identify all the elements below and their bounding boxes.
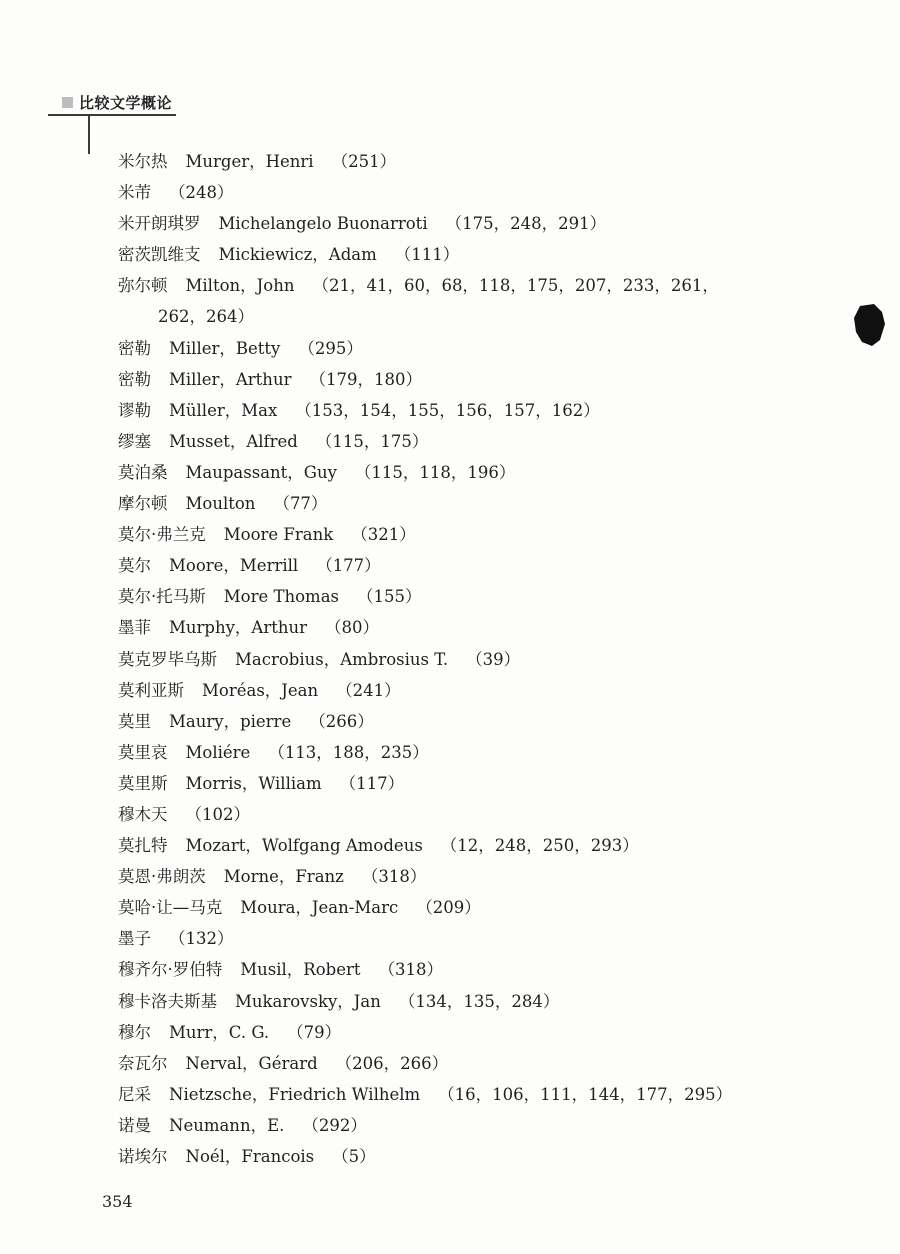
entry-page-refs: （21，41，60，68，118，175，207，233，261， [312,276,719,296]
entry-western-name: Miller，Betty [169,338,281,358]
entry-chinese-name: 密勒 [118,338,151,358]
index-entry [118,364,798,395]
entry-western-name: Musil，Robert [240,960,361,980]
entry-page-refs: （111） [394,245,460,265]
entry-page-refs: （39） [466,649,521,669]
entry-chinese-name: 摩尔顿 [118,494,168,514]
entry-western-name: Musset，Alfred [169,431,298,451]
entry-page-refs: （318） [378,960,443,980]
entry-chinese-name: 穆齐尔·罗伯特 [118,960,223,980]
index-entry [118,550,798,581]
entry-page-refs: （155） [357,587,422,607]
entry-chinese-name: 奈瓦尔 [118,1053,168,1073]
entry-chinese-name: 莫里 [118,711,151,731]
entry-western-name: Nietzsche，Friedrich Wilhelm [169,1084,421,1104]
entry-page-refs: （177） [316,556,381,576]
entry-chinese-name: 米尔热 [118,152,168,171]
index-entry-continuation [118,301,798,332]
index-entry [118,426,798,457]
index-entry [118,1110,798,1141]
index-entry [118,395,798,426]
index-entry [118,830,798,861]
ink-blot [852,302,886,348]
header-rule-horizontal [48,114,176,116]
entry-chinese-name: 穆木天 [118,804,168,824]
index-entry [118,612,798,643]
entry-western-name: Morris，William [185,773,322,793]
entry-western-name: Maupassant，Guy [185,462,337,482]
book-title: 比较文学概论 [79,94,173,112]
index-entry [118,1141,798,1172]
header-square-icon [62,97,73,108]
entry-western-name: Mukarovsky，Jan [235,991,381,1011]
entry-western-name: Nerval，Gérard [185,1053,318,1073]
entry-page-refs: （179，180） [309,369,422,389]
entry-chinese-name: 莫哈·让—马克 [118,898,223,918]
index-entry [118,706,798,737]
index-entry [118,986,798,1017]
index-entry [118,239,798,270]
entry-western-name: Noél，Francois [185,1147,315,1166]
entry-chinese-name: 莫尔·弗兰克 [118,525,206,545]
entry-chinese-name: 米芾 [118,183,151,203]
index-entry [118,519,798,550]
entry-page-refs: （79） [287,1022,342,1042]
entry-page-refs: （266） [309,711,374,731]
index-entry [118,644,798,675]
entry-chinese-name: 诺埃尔 [118,1147,168,1166]
entry-western-name: More Thomas [223,587,339,607]
entry-western-name: Moura，Jean-Marc [240,898,399,918]
index-entry [118,270,798,301]
entry-western-name: Moore Frank [223,525,334,545]
index-entry [118,146,798,177]
index-entry [118,1017,798,1048]
entry-page-refs: （12，248，250，293） [440,836,639,856]
index-entry [118,892,798,923]
page-number: 354 [102,1192,133,1211]
header-rule-vertical [88,114,90,154]
entry-western-name: Moore，Merrill [169,556,299,576]
entry-western-name: Maury，pierre [169,711,292,731]
entry-page-refs: （77） [273,494,328,514]
index-entry [118,208,798,239]
entry-page-refs: （115，118，196） [354,462,516,482]
entry-page-refs: （295） [298,338,363,358]
entry-chinese-name: 墨子 [118,929,151,949]
running-header [62,92,172,113]
entry-page-refs: （132） [169,929,234,949]
entry-chinese-name: 弥尔顿 [118,276,168,296]
entry-page-refs: 262，264） [158,307,254,327]
entry-chinese-name: 莫尔·托马斯 [118,587,206,607]
entry-western-name: Mickiewicz，Adam [218,245,377,265]
entry-western-name: Moulton [185,494,256,514]
index-entry [118,737,798,768]
entry-page-refs: （292） [302,1115,367,1135]
entry-western-name: Mozart，Wolfgang Amodeus [185,836,423,856]
entry-page-refs: （153，154，155，156，157，162） [295,400,600,420]
index-entry [118,581,798,612]
entry-western-name: Moliére [185,742,251,762]
index-entry [118,333,798,364]
entry-chinese-name: 莫扎特 [118,836,168,856]
entry-chinese-name: 米开朗琪罗 [118,214,201,234]
index-entry [118,177,798,208]
entry-western-name: Macrobius，Ambrosius T. [235,649,449,669]
entry-page-refs: （175，248，291） [445,214,607,234]
entry-page-refs: （251） [331,152,397,171]
entry-page-refs: （206，266） [335,1053,449,1073]
entry-page-refs: （248） [169,183,234,203]
index-entry [118,861,798,892]
index-entry [118,923,798,954]
entry-page-refs: （102） [185,804,250,824]
entry-chinese-name: 穆尔 [118,1022,151,1042]
entry-chinese-name: 莫泊桑 [118,462,168,482]
entry-page-refs: （5） [332,1147,376,1166]
entry-chinese-name: 莫里哀 [118,742,168,762]
entry-page-refs: （321） [351,525,416,545]
entry-page-refs: （209） [416,898,481,918]
entry-chinese-name: 墨菲 [118,618,151,638]
entry-page-refs: （113，188，235） [268,742,429,762]
entry-chinese-name: 缪塞 [118,431,151,451]
entry-western-name: Murger，Henri [185,152,314,171]
entry-chinese-name: 谬勒 [118,400,151,420]
index-entry [118,488,798,519]
entry-western-name: Milton，John [185,276,295,296]
index-entry [118,768,798,799]
index-entry [118,675,798,706]
entry-chinese-name: 莫利亚斯 [118,680,184,700]
index-entry-list [118,146,798,1172]
entry-chinese-name: 诺曼 [118,1115,151,1135]
entry-western-name: Morne，Franz [223,867,344,887]
index-entry [118,457,798,488]
entry-western-name: Murr，C. G. [169,1022,270,1042]
entry-page-refs: （134，135，284） [398,991,560,1011]
entry-western-name: Moréas，Jean [202,680,319,700]
entry-western-name: Neumann，E. [169,1115,285,1135]
entry-chinese-name: 莫克罗毕乌斯 [118,649,217,669]
entry-chinese-name: 穆卡洛夫斯基 [118,991,217,1011]
entry-chinese-name: 密茨凯维支 [118,245,201,265]
entry-chinese-name: 密勒 [118,369,151,389]
entry-page-refs: （241） [336,680,401,700]
entry-chinese-name: 莫尔 [118,556,151,576]
entry-western-name: Miller，Arthur [169,369,292,389]
entry-western-name: Michelangelo Buonarroti [218,214,428,234]
entry-western-name: Murphy，Arthur [169,618,307,638]
entry-page-refs: （117） [339,773,405,793]
entry-page-refs: （115，175） [315,431,429,451]
entry-western-name: Müller，Max [169,400,278,420]
index-entry [118,954,798,985]
entry-chinese-name: 莫恩·弗朗茨 [118,867,206,887]
index-entry [118,1048,798,1079]
index-entry [118,799,798,830]
entry-chinese-name: 莫里斯 [118,773,168,793]
entry-page-refs: （16，106，111，144，177，295） [438,1084,733,1104]
index-entry [118,1079,798,1110]
entry-chinese-name: 尼采 [118,1084,151,1104]
entry-page-refs: （80） [325,618,379,638]
entry-page-refs: （318） [361,867,427,887]
